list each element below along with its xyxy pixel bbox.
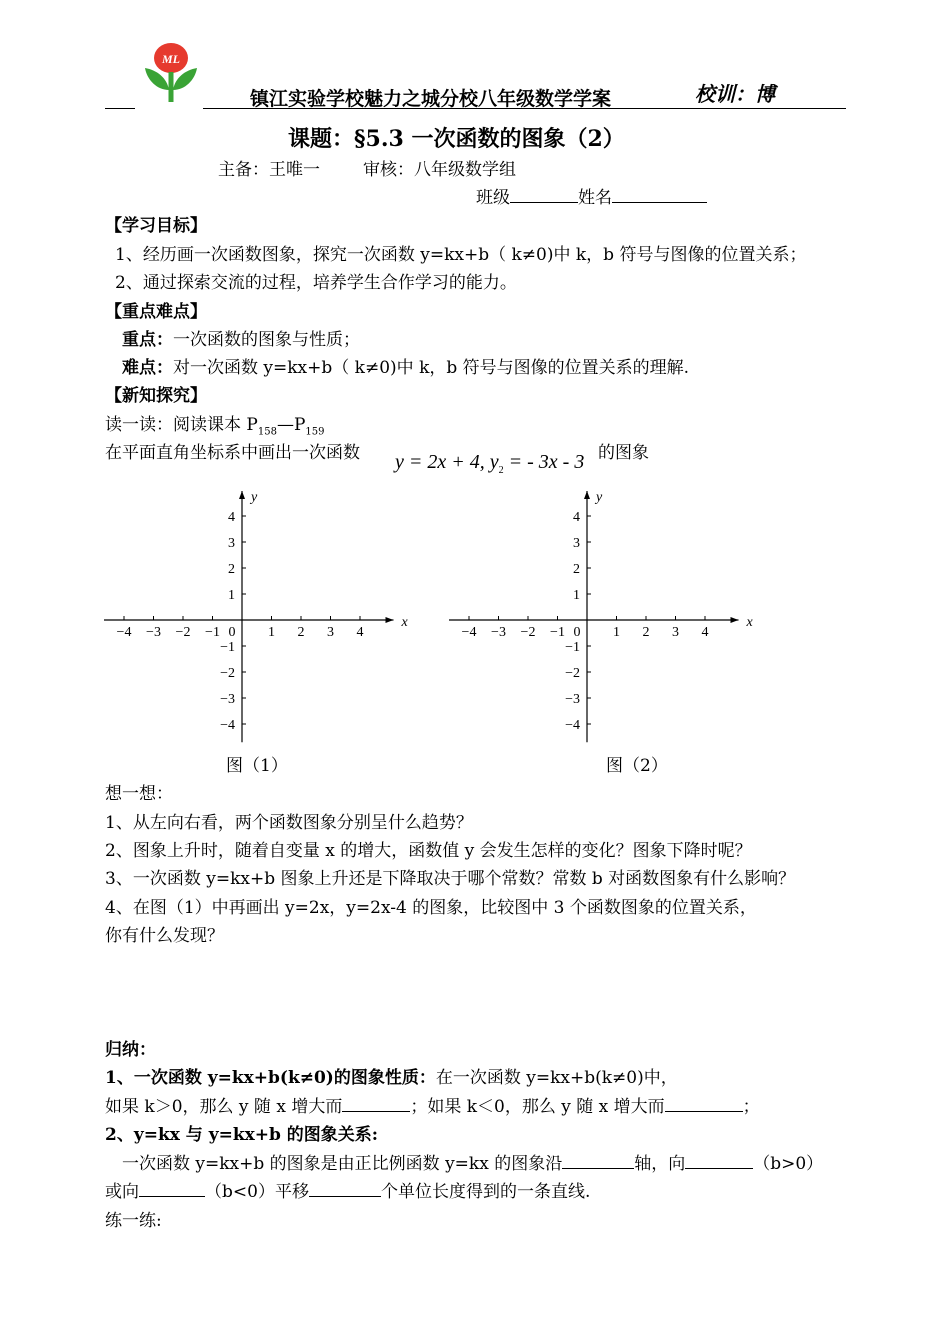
x-axis-label: x	[746, 615, 753, 630]
summary-1	[105, 1063, 678, 1088]
formula-sub: 2	[498, 465, 504, 476]
coordinate-grid-2[interactable]	[445, 485, 753, 745]
school-logo	[143, 40, 199, 106]
read-page-end: 159	[305, 426, 325, 438]
summary-heading: 归纳：	[105, 1040, 156, 1060]
axes-1	[104, 490, 409, 742]
x-tick-label: 2	[297, 625, 305, 640]
name-label: 姓名	[578, 188, 612, 208]
author: 主备：王唯一	[218, 160, 320, 180]
reviewer: 审核：八年级数学组	[363, 160, 516, 180]
y-tick-label: −3	[565, 692, 580, 707]
y-tick-label: 1	[573, 588, 580, 603]
summary-1-end: ；	[742, 1097, 760, 1117]
x-tick-label: −3	[146, 625, 161, 640]
summary-2-text-c: （b>0）	[753, 1154, 824, 1174]
blank-k-positive[interactable]	[342, 1094, 410, 1112]
blank-direction-negative[interactable]	[139, 1179, 205, 1197]
school-motto: 校训：博	[695, 82, 775, 106]
formula-y1: y = 2x + 4,	[395, 451, 485, 473]
x-tick-label: 0	[228, 625, 236, 640]
read-prefix: 读一读：阅读课本 P	[105, 415, 258, 435]
x-axis-arrow	[386, 617, 394, 623]
think-question-4a: 4、在图（1）中再画出 y=2x，y=2x-4 的图象，比较图中 3 个函数图象的位置关系，	[105, 898, 757, 918]
keypoints-heading: 【重点难点】	[105, 302, 207, 322]
y-axis-arrow	[239, 491, 245, 499]
blank-units[interactable]	[309, 1179, 381, 1197]
x-tick-label: 3	[327, 625, 334, 640]
summary-2-text-d: 或向	[105, 1182, 139, 1202]
y-tick-label: −3	[220, 692, 235, 707]
x-tick-label: −3	[491, 625, 506, 640]
x-tick-label: −2	[520, 625, 536, 640]
caption-graph-1: 图（1）	[226, 756, 288, 776]
goal-item-1: 1、经历画一次函数图象，探究一次函数 y=kx+b（ k≠0)中 k，b 符号与图像的位置关系；	[115, 245, 807, 265]
summary-1-title: 1、一次函数 y=kx+b(k≠0)的图象性质：	[105, 1068, 436, 1088]
formula-y2-expr: = - 3x - 3	[508, 451, 585, 473]
y-tick-label: 3	[573, 536, 580, 551]
y-tick-label: 2	[228, 562, 235, 577]
practice-heading: 练一练:	[105, 1211, 162, 1231]
summary-2-text-f: 个单位长度得到的一条直线.	[380, 1182, 591, 1202]
blank-k-negative[interactable]	[665, 1094, 743, 1112]
caption-graph-2: 图（2）	[606, 756, 668, 776]
summary-1-k-positive: 如果 k＞0，那么 y 随 x 增大而	[105, 1097, 343, 1117]
x-tick-label: 1	[268, 625, 275, 640]
name-blank[interactable]	[612, 185, 707, 203]
y-tick-label: 1	[228, 588, 235, 603]
x-axis-label: x	[401, 615, 408, 630]
goals-heading: 【学习目标】	[105, 216, 207, 236]
draw-suffix: 的图象	[598, 443, 649, 463]
class-label: 班级	[476, 188, 510, 208]
formula-y2: y	[489, 451, 499, 473]
key-point	[122, 325, 360, 350]
summary-2-text-a: 一次函数 y=kx+b 的图象是由正比例函数 y=kx 的图象沿	[122, 1154, 563, 1174]
explore-heading: 【新知探究】	[105, 386, 207, 406]
y-axis-arrow	[584, 491, 590, 499]
summary-2-text-b: 轴，向	[634, 1154, 686, 1174]
x-tick-label: 0	[573, 625, 581, 640]
y-tick-label: 4	[573, 510, 580, 525]
difficulty-text: 对一次函数 y=kx+b（ k≠0)中 k，b 符号与图像的位置关系的理解.	[173, 358, 690, 378]
school-title: 镇江实验学校魅力之城分校八年级数学学案	[250, 88, 612, 110]
x-tick-label: −4	[461, 625, 477, 640]
think-question-2: 2、图象上升时，随着自变量 x 的增大，函数值 y 会发生怎样的变化？图象下降时呢？	[105, 841, 752, 861]
x-tick-label: −1	[550, 625, 565, 640]
y-axis-label: y	[251, 490, 258, 505]
x-tick-label: 3	[672, 625, 679, 640]
class-name-line	[476, 183, 707, 208]
goal-item-2: 2、通过探索交流的过程，培养学生合作学习的能力。	[115, 273, 517, 293]
class-blank[interactable]	[510, 185, 578, 203]
y-tick-label: −2	[220, 666, 235, 681]
x-tick-label: 2	[642, 625, 650, 640]
read-page-start: 158	[257, 426, 277, 438]
x-tick-label: −1	[205, 625, 220, 640]
x-tick-label: 4	[701, 625, 709, 640]
summary-1-text: 在一次函数 y=kx+b(k≠0)中，	[435, 1068, 678, 1088]
think-heading: 想一想：	[105, 784, 173, 804]
page-title: 课题：§5.3 一次函数的图象（2）	[288, 126, 625, 152]
summary-1-line2	[105, 1092, 760, 1117]
y-tick-label: −4	[220, 718, 235, 733]
y-axis-label: y	[596, 490, 603, 505]
header-rule-left	[105, 108, 135, 109]
summary-2-text-e: （b<0）平移	[205, 1182, 309, 1202]
key-text: 一次函数的图象与性质；	[173, 330, 360, 350]
axes-2	[449, 490, 754, 742]
think-question-1: 1、从左向右看，两个函数图象分别呈什么趋势？	[105, 813, 473, 833]
summary-2-line2	[105, 1177, 590, 1202]
y-tick-label: −1	[565, 640, 580, 655]
y-tick-label: 4	[228, 510, 235, 525]
summary-1-k-negative: ；如果 k＜0，那么 y 随 x 增大而	[410, 1097, 665, 1117]
draw-instruction: 在平面直角坐标系中画出一次函数	[105, 443, 360, 463]
think-question-3: 3、一次函数 y=kx+b 图象上升还是下降取决于哪个常数？常数 b 对函数图象有什么影响？	[105, 869, 796, 889]
coordinate-grid-1[interactable]	[100, 485, 408, 745]
y-tick-label: 3	[228, 536, 235, 551]
x-tick-label: −4	[116, 625, 132, 640]
y-tick-label: 2	[573, 562, 580, 577]
x-tick-label: −2	[175, 625, 191, 640]
x-tick-label: 1	[613, 625, 620, 640]
think-question-4b: 你有什么发现？	[105, 926, 224, 946]
x-tick-label: 4	[356, 625, 364, 640]
blank-direction-positive[interactable]	[685, 1151, 753, 1169]
y-tick-label: −1	[220, 640, 235, 655]
read-line	[105, 410, 324, 437]
y-tick-label: −4	[565, 718, 580, 733]
x-axis-arrow	[731, 617, 739, 623]
difficulty-label: 难点：	[122, 358, 173, 378]
difficulty-point	[122, 353, 689, 378]
function-formula	[395, 451, 584, 476]
summary-2-line1	[122, 1149, 823, 1174]
summary-2-title: 2、y=kx 与 y=kx+b 的图象关系:	[105, 1125, 379, 1145]
read-dash: —P	[276, 415, 306, 435]
blank-axis[interactable]	[562, 1151, 634, 1169]
y-tick-label: −2	[565, 666, 580, 681]
logo-text: ML	[162, 52, 180, 66]
key-label: 重点：	[122, 330, 173, 350]
